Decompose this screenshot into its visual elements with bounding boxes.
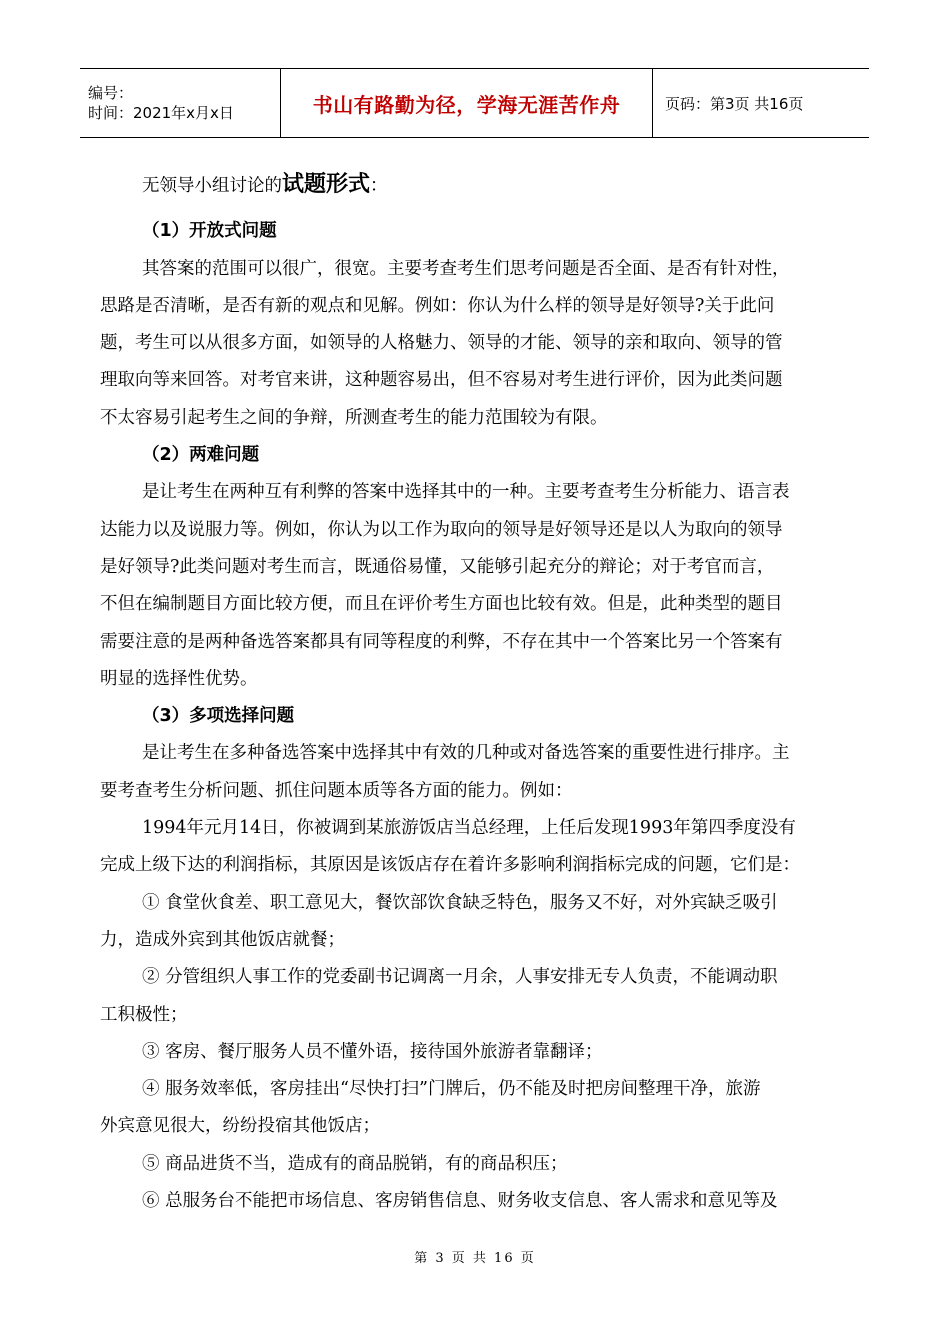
paragraph-line: 完成上级下达的利润指标，其原因是该饭店存在着许多影响利润指标完成的问题，它们是： [100, 855, 800, 876]
paragraph-line: 力，造成外宾到其他饭店就餐； [100, 929, 345, 950]
paragraph-line: 题，考生可以从很多方面，如领导的人格魅力、领导的才能、领导的亲和取向、领导的管 [100, 333, 783, 354]
intro-line [100, 166, 852, 205]
section-heading: （1）开放式问题 [142, 221, 277, 242]
paragraph-line: 是好领导?此类问题对考生而言，既通俗易懂，又能够引起充分的辩论；对于考官而言， [100, 556, 775, 577]
paragraph-line: 1994年元月14日，你被调到某旅游饭店当总经理，上任后发现1993年第四季度没有 [142, 818, 796, 839]
intro-suffix: ： [370, 176, 388, 196]
paragraph-line: ④ 服务效率低，客房挂出“尽快打扫”门牌后，仍不能及时把房间整理干净，旅游 [142, 1079, 761, 1100]
document-header [80, 68, 869, 138]
section-heading: （2）两难问题 [142, 445, 260, 466]
paragraph-line: ⑤ 商品进货不当，造成有的商品脱销，有的商品积压； [142, 1153, 568, 1174]
document-date: 时间：2021年x月x日 [88, 104, 234, 122]
header-motto: 书山有路勤为径，学海无涯苦作舟 [312, 92, 621, 117]
paragraph-line: 是让考生在两种互有利弊的答案中选择其中的一种。主要考查考生分析能力、语言表 [142, 482, 790, 503]
paragraph-line: 达能力以及说服力等。例如，你认为以工作为取向的领导是好领导还是以人为取向的领导 [100, 519, 783, 540]
header-page-info-cell [653, 69, 869, 137]
paragraph-line: 不但在编制题目方面比较方便，而且在评价考生方面也比较有效。但是，此种类型的题目 [100, 594, 783, 615]
paragraph-line: 工积极性； [100, 1004, 188, 1025]
paragraph-line: ① 食堂伙食差、职工意见大，餐饮部饮食缺乏特色，服务又不好，对外宾缺乏吸引 [142, 892, 778, 913]
header-page-info: 页码：第3页 共16页 [665, 94, 804, 113]
body-lines [100, 213, 852, 1220]
document-body [100, 166, 852, 1220]
header-meta [80, 69, 281, 137]
paragraph-line: 要考查考生分析问题、抓住问题本质等各方面的能力。例如： [100, 780, 573, 801]
paragraph-line: 需要注意的是两种备选答案都具有同等程度的利弊，不存在其中一个答案比另一个答案有 [100, 631, 783, 652]
paragraph-line: 理取向等来回答。对考官来讲，这种题容易出，但不容易对考生进行评价，因为此类问题 [100, 370, 783, 391]
paragraph-line: 明显的选择性优势。 [100, 668, 258, 689]
paragraph-line: 是让考生在多种备选答案中选择其中有效的几种或对备选答案的重要性进行排序。主 [142, 743, 790, 764]
paragraph-line: 外宾意见很大，纷纷投宿其他饭店； [100, 1116, 380, 1137]
paragraph-line: ⑥ 总服务台不能把市场信息、客房销售信息、财务收支信息、客人需求和意见等及 [142, 1191, 778, 1212]
intro-prefix: 无领导小组讨论的 [142, 176, 282, 196]
paragraph-line: 思路是否清晰，是否有新的观点和见解。例如：你认为什么样的领导是好领导?关于此问 [100, 295, 775, 316]
paragraph-line: 不太容易引起考生之间的争辩，所测查考生的能力范围较为有限。 [100, 407, 608, 428]
page-footer: 第 3 页 共 16 页 [414, 1251, 536, 1266]
header-motto-cell [281, 69, 653, 137]
document-number-label: 编号： [88, 84, 134, 102]
paragraph-line: ③ 客房、餐厅服务人员不懂外语，接待国外旅游者靠翻译； [142, 1041, 603, 1062]
section-heading: （3）多项选择问题 [142, 706, 295, 727]
intro-bold-term: 试题形式 [282, 172, 371, 197]
paragraph-line: 其答案的范围可以很广，很宽。主要考查考生们思考问题是否全面、是否有针对性， [142, 258, 790, 279]
paragraph-line: ② 分管组织人事工作的党委副书记调离一月余，人事安排无专人负责，不能调动职 [142, 967, 778, 988]
